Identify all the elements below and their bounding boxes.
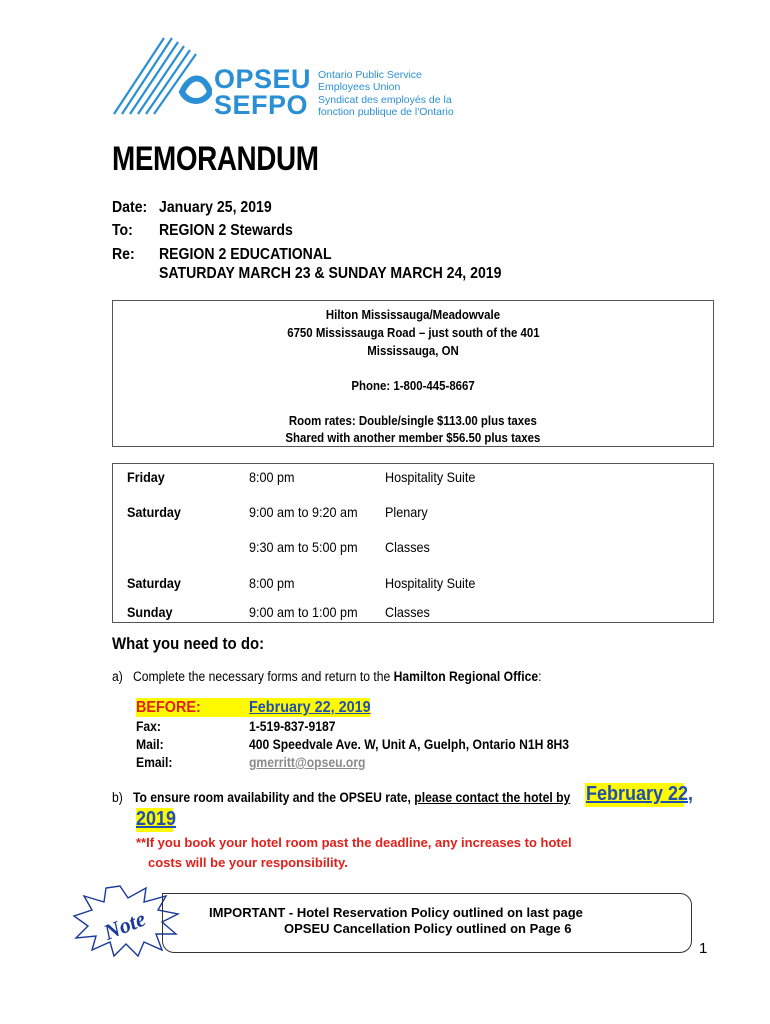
to-value: REGION 2 Stewards [159,222,293,239]
schedule-event: Hospitality Suite [385,469,476,485]
item-a-colon: : [538,669,542,684]
fax-label: Fax: [136,719,161,734]
fax-value: 1-519-837-9187 [249,719,336,734]
hotel-phone: Phone: 1-800-445-8667 [351,378,475,393]
schedule-event: Hospitality Suite [385,575,476,591]
hotel-name: Hilton Mississauga/Meadowvale [325,307,501,322]
date-value: January 25, 2019 [159,199,272,216]
regional-office: Hamilton Regional Office [393,669,539,684]
schedule-time: 9:30 am to 5:00 pm [249,539,358,555]
item-b [112,790,570,805]
re-value-2: SATURDAY MARCH 23 & SUNDAY MARCH 24, 2019 [159,265,502,282]
hotel-info-box [112,300,714,447]
to-label: To: [112,222,133,239]
schedule-day: Saturday [127,504,181,520]
note-line-2: OPSEU Cancellation Policy outlined on Page 6 [284,921,572,936]
logo-sefpo: SEFPO [214,90,309,120]
item-a [112,669,542,684]
deadline-warning [136,833,696,873]
schedule-event: Plenary [385,504,428,520]
before-date-text: February 22, 2019 [249,699,371,716]
schedule-time: 9:00 am to 1:00 pm [249,604,358,620]
mail-label: Mail: [136,737,164,752]
schedule-day: Sunday [127,604,173,620]
hotel-rates-2: Shared with another member $56.50 plus taxes [285,430,541,445]
item-a-marker: a) [112,669,123,684]
schedule-day: Friday [127,469,165,485]
section-heading: What you need to do: [112,634,265,653]
item-a-text: Complete the necessary forms and return to the [132,669,394,684]
opseu-logo [112,34,482,120]
warning-line-1: **If you book your hotel room past the deadline, any increases to hotel [136,835,572,850]
warning-line-2: costs will be your responsibility. [148,855,348,870]
memo-title: MEMORANDUM [112,140,319,178]
note-badge-text: Note [100,905,150,945]
b-date-2-text: 2019 [136,808,177,830]
before-date [249,699,371,717]
logo-line-1: Ontario Public Service [318,69,422,81]
date-label: Date: [112,199,148,216]
item-b-text: To ensure room availability and the OPSEU rate, [132,790,415,805]
note-line-1: IMPORTANT - Hotel Reservation Policy outlined on last page [209,905,583,920]
important-note-box [162,893,692,953]
hotel-address: 6750 Mississauga Road – just south of the 401 [286,325,540,340]
hotel-city: Mississauga, ON [367,343,459,358]
logo-line-4: fonction publique de l'Ontario [318,106,454,118]
item-b-contact: please contact the hotel by [414,790,571,805]
page-number: 1 [699,940,708,957]
b-date-1 [586,783,693,806]
schedule-table [112,463,714,623]
email-label: Email: [136,755,173,770]
schedule-event: Classes [385,539,430,555]
b-date-1-text: February 22, [586,783,694,805]
email-link[interactable]: gmerritt@opseu.org [249,755,366,770]
re-value-1: REGION 2 EDUCATIONAL [159,246,332,263]
before-label: BEFORE: [136,699,201,716]
logo-line-2: Employees Union [318,81,401,93]
logo-line-3: Syndicat des employés de la [318,94,452,106]
logo-stripes-icon [112,34,212,120]
mail-value: 400 Speedvale Ave. W, Unit A, Guelph, Ontario N1H 8H3 [249,737,570,752]
item-b-marker: b) [112,790,123,805]
schedule-event: Classes [385,604,430,620]
re-label: Re: [112,246,135,263]
hotel-rates-1: Room rates: Double/single $113.00 plus taxes [289,413,537,428]
schedule-time: 8:00 pm [249,469,295,485]
schedule-day: Saturday [127,575,181,591]
schedule-time: 8:00 pm [249,575,295,591]
schedule-time: 9:00 am to 9:20 am [249,504,358,520]
b-date-2 [136,808,176,831]
logo-opseu: OPSEU [214,64,312,94]
